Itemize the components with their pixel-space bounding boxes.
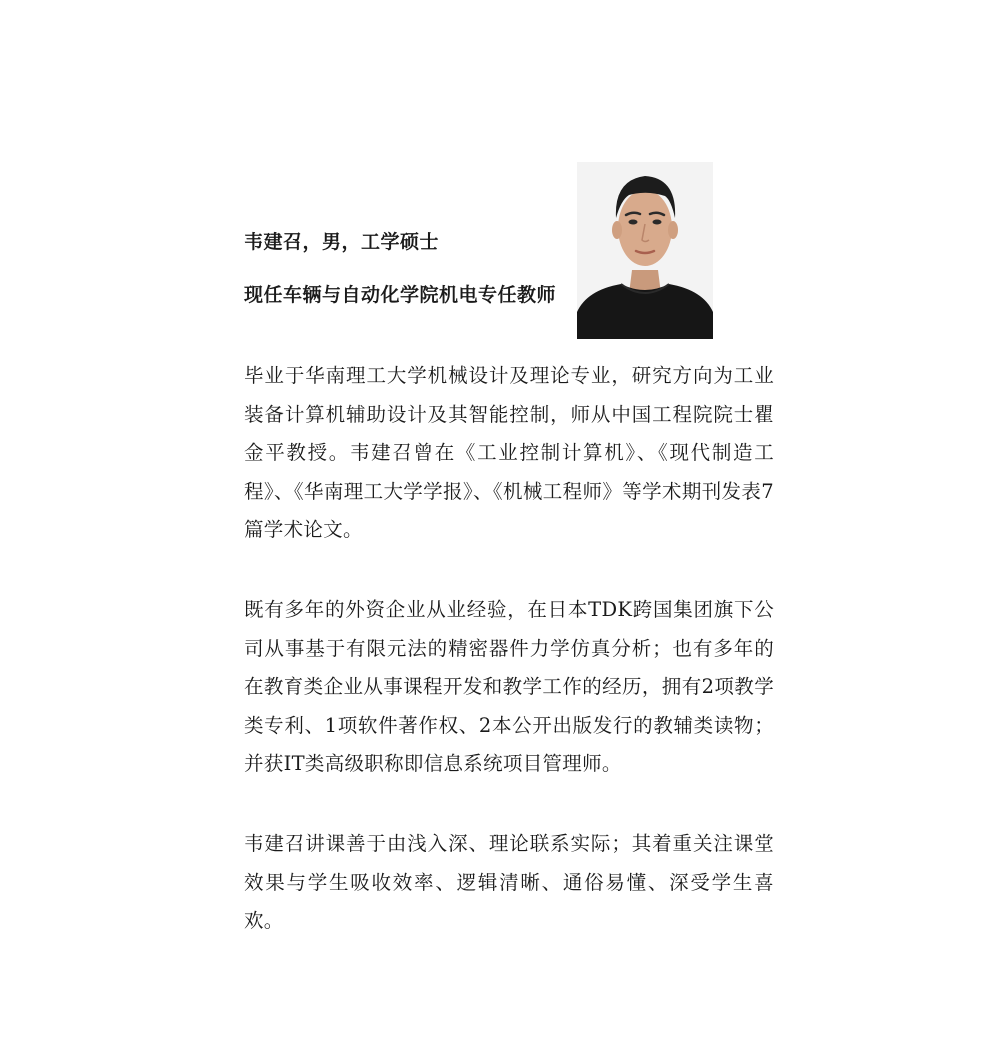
portrait-photo-icon xyxy=(577,162,713,339)
work-experience-paragraph: 既有多年的外资企业从业经验，在日本TDK跨国集团旗下公司从事基于有限元法的精密器件力学仿真分析；也有多年的在教育类企业从事课程开发和教学工作的经历，拥有2项教学类专利、1项软件著作权、2本公开出版发行的教辅类读物；并获IT类高级职称即信息系统项目管理师。 xyxy=(244,598,774,776)
education-research-paragraph: 毕业于华南理工大学机械设计及理论专业，研究方向为工业装备计算机辅助设计及其智能控制，师从中国工程院院士瞿金平教授。韦建召曾在《工业控制计算机》、《现代制造工程》、《华南理工大学学报》、《机械工程师》等学术期刊发表7篇学术论文。 xyxy=(244,364,774,542)
portrait-photo xyxy=(577,162,713,339)
teaching-style-paragraph: 韦建召讲课善于由浅入深、理论联系实际；其着重关注课堂效果与学生吸收效率、逻辑清晰、通俗易懂、深受学生喜欢。 xyxy=(244,832,774,933)
current-position: 现任车辆与自动化学院机电专任教师 xyxy=(244,284,557,306)
name-gender-degree: 韦建召，男，工学硕士 xyxy=(244,231,440,253)
